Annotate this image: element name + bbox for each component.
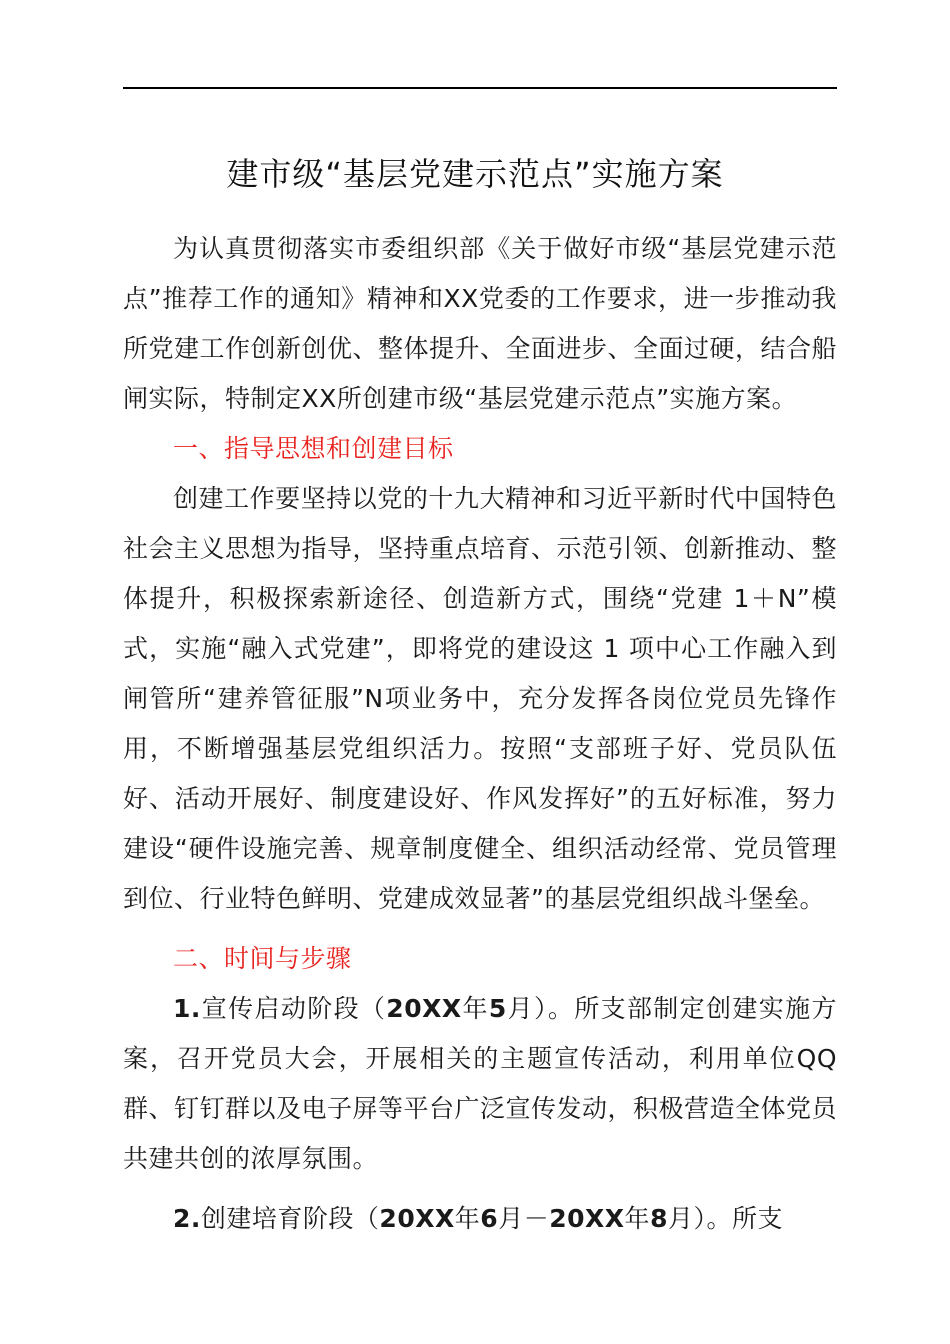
step1-label: 宣传启动阶段（ <box>200 994 387 1023</box>
section-heading-guidance: 一、指导思想和创建目标 <box>173 434 454 463</box>
section-heading-schedule: 二、时间与步骤 <box>173 944 352 973</box>
intro-paragraph: 为认真贯彻落实市委组织部《关于做好市级“基层党建示范点”推荐工作的通知》精神和XX党委的工作要求，进一步推动我所党建工作创新创优、整体提升、全面进步、全面过硬，结合船闸实际，特制定XX所创建市级“基层党建示范点”实施方案。 <box>123 234 838 413</box>
step1-paragraph <box>123 984 837 1184</box>
step1-year-unit: 年 <box>461 994 489 1023</box>
step2-text: 月）。所支 <box>667 1204 783 1233</box>
document-title: 建市级“基层党建示范点”实施方案 <box>226 155 724 193</box>
document-body <box>123 224 837 1244</box>
step2-paragraph <box>123 1194 837 1244</box>
step2-label: 创建培育阶段（ <box>200 1204 380 1233</box>
step2-range-sep: 月－ <box>498 1204 550 1233</box>
step2-year-unit-end: 年 <box>624 1204 651 1233</box>
step2-year-unit-start: 年 <box>454 1204 481 1233</box>
header-rule <box>123 87 837 89</box>
step2-number: 2. <box>173 1204 201 1233</box>
step1-number: 1. <box>173 994 201 1023</box>
step1-text: 月）。所支部制定创建实施方案，召开党员大会，开展相关的主题宣传活动，利用单位QQ群、钉钉群以及电子屏等平台广泛宣传发动，积极营造全体党员共建共创的浓厚氛围。 <box>123 994 838 1173</box>
step2-year-start: 20XX <box>379 1204 455 1233</box>
step2-year-end: 20XX <box>549 1204 625 1233</box>
step1-month: 5 <box>488 994 507 1023</box>
guidance-paragraph: 创建工作要坚持以党的十九大精神和习近平新时代中国特色社会主义思想为指导，坚持重点培育、示范引领、创新推动、整体提升，积极探索新途径、创造新方式，围绕“党建 1＋N”模式，实施“融入式党建”，即将党的建设这 1 项中心工作融入到闸管所“建养管征服”N项业务中，充分发挥各岗位党员先锋作用，不断增强基层党组织活力。按照“支部班子好、党员队伍好、活动开展好、制度建设好、作风发挥好”的五好标准，努力建设“硬件设施完善、规章制度健全、组织活动经常、党员管理到位、行业特色鲜明、党建成效显著”的基层党组织战斗堡垒。 <box>123 484 838 913</box>
step2-month-end: 8 <box>650 1204 668 1233</box>
step1-year: 20XX <box>386 994 462 1023</box>
step2-month-start: 6 <box>480 1204 499 1233</box>
